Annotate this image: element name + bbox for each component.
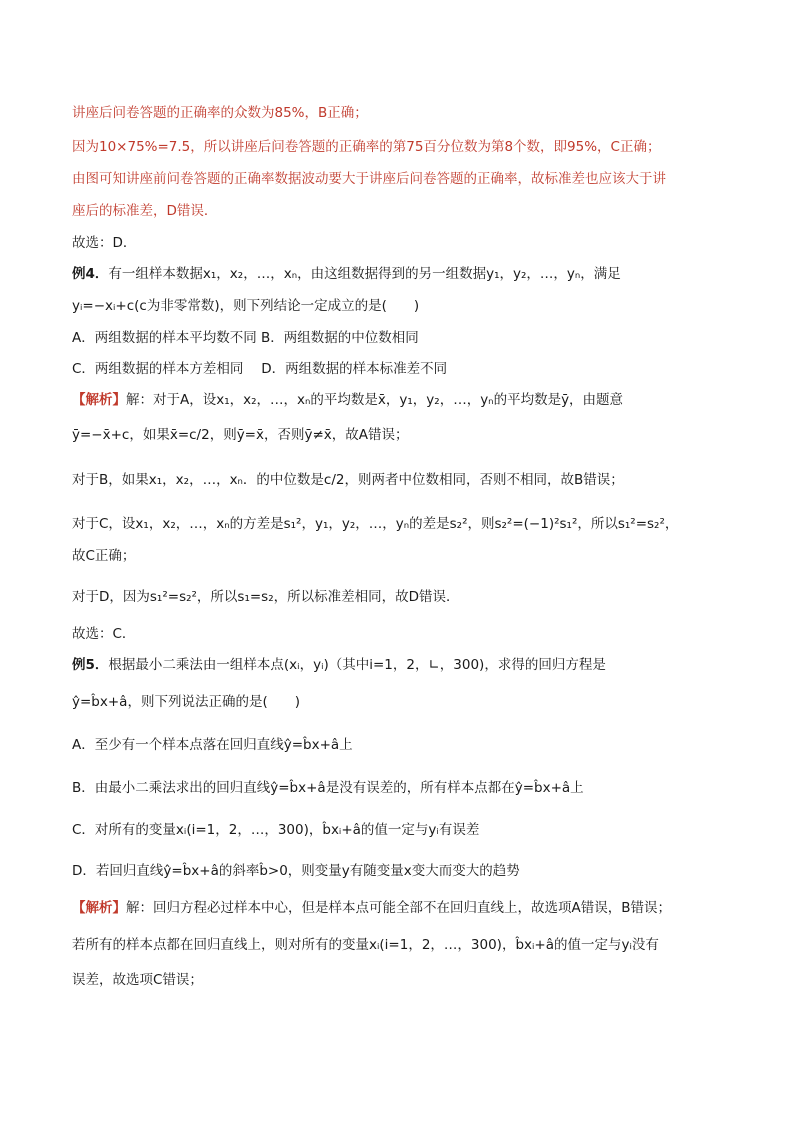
example-label: 例4． xyxy=(72,266,109,282)
text-line: 讲座后问卷答题的正确率的众数为85%，B正确； xyxy=(72,105,368,121)
analysis-text: 解：回归方程必过样本中心，但是样本点可能全部不在回归直线上，故选项A错误，B错误； xyxy=(126,900,671,916)
example-5-heading xyxy=(72,655,606,675)
option-line: C．对所有的变量xᵢ(i=1，2，…，300)，b̂xᵢ+â的值一定与yᵢ有误差 xyxy=(72,822,480,838)
analysis-heading xyxy=(72,898,671,918)
example-label: 例5． xyxy=(72,657,109,673)
text-line: 因为10×75%=7.5，所以讲座后问卷答题的正确率的第75百分位数为第8个数，即95%，C正确； xyxy=(72,139,661,155)
text-line: 对于D，因为s₁²=s₂²，所以s₁=s₂，所以标准差相同，故D错误． xyxy=(72,589,460,605)
text-line: 由图可知讲座前问卷答题的正确率数据波动要大于讲座后问卷答题的正确率，故标准差也应该大于讲 xyxy=(72,171,666,187)
analysis-label: 【解析】 xyxy=(72,392,126,408)
text-line: 故选：C． xyxy=(72,626,136,642)
text-line: yᵢ=−xᵢ+c(c为非零常数)，则下列结论一定成立的是( ) xyxy=(72,298,420,314)
text-line: ȳ=−x̄+c，如果x̄=c/2，则ȳ=x̄，否则ȳ≠x̄，故A错误； xyxy=(72,427,409,443)
analysis-label: 【解析】 xyxy=(72,900,126,916)
text-line: 座后的标准差，D错误． xyxy=(72,203,218,219)
text-line: 故C正确； xyxy=(72,548,136,564)
example-4-heading xyxy=(72,264,621,284)
option-line: A．至少有一个样本点落在回归直线ŷ=b̂x+â上 xyxy=(72,737,353,753)
option-line: C．两组数据的样本方差相同 D．两组数据的样本标准差不同 xyxy=(72,361,448,377)
example-text: 根据最小二乘法由一组样本点(xᵢ，yᵢ)（其中i=1，2，∟，300)，求得的回归方程是 xyxy=(108,657,606,673)
text-line: ŷ=b̂x+â，则下列说法正确的是( ) xyxy=(72,694,300,710)
text-line: 误差，故选项C错误； xyxy=(72,972,203,988)
text-line: 若所有的样本点都在回归直线上，则对所有的变量xᵢ(i=1，2，…，300)，b̂xᵢ+â的值一定与yᵢ没有 xyxy=(72,937,659,953)
example-text: 有一组样本数据x₁，x₂，…，xₙ，由这组数据得到的另一组数据y₁，y₂，…，yₙ，满足 xyxy=(108,266,621,282)
text-line: 故选：D． xyxy=(72,235,137,251)
option-line: A．两组数据的样本平均数不同 B．两组数据的中位数相同 xyxy=(72,330,419,346)
text-line: 对于B，如果x₁，x₂，…，xₙ．的中位数是c/2，则两者中位数相同，否则不相同，故B错误； xyxy=(72,472,624,488)
analysis-text: 解：对于A，设x₁，x₂，…，xₙ的平均数是x̄，y₁，y₂，…，yₙ的平均数是ȳ，由题意 xyxy=(126,392,624,408)
option-line: B．由最小二乘法求出的回归直线ŷ=b̂x+â是没有误差的，所有样本点都在ŷ=b̂x+â上 xyxy=(72,780,584,796)
option-line: D．若回归直线ŷ=b̂x+â的斜率b̂>0，则变量y有随变量x变大而变大的趋势 xyxy=(72,863,520,879)
analysis-heading xyxy=(72,390,623,410)
text-line: 对于C，设x₁，x₂，…，xₙ的方差是s₁²，y₁，y₂，…，yₙ的差是s₂²，则s₂²=(−1)²s₁²，所以s₁²=s₂²， xyxy=(72,516,679,532)
